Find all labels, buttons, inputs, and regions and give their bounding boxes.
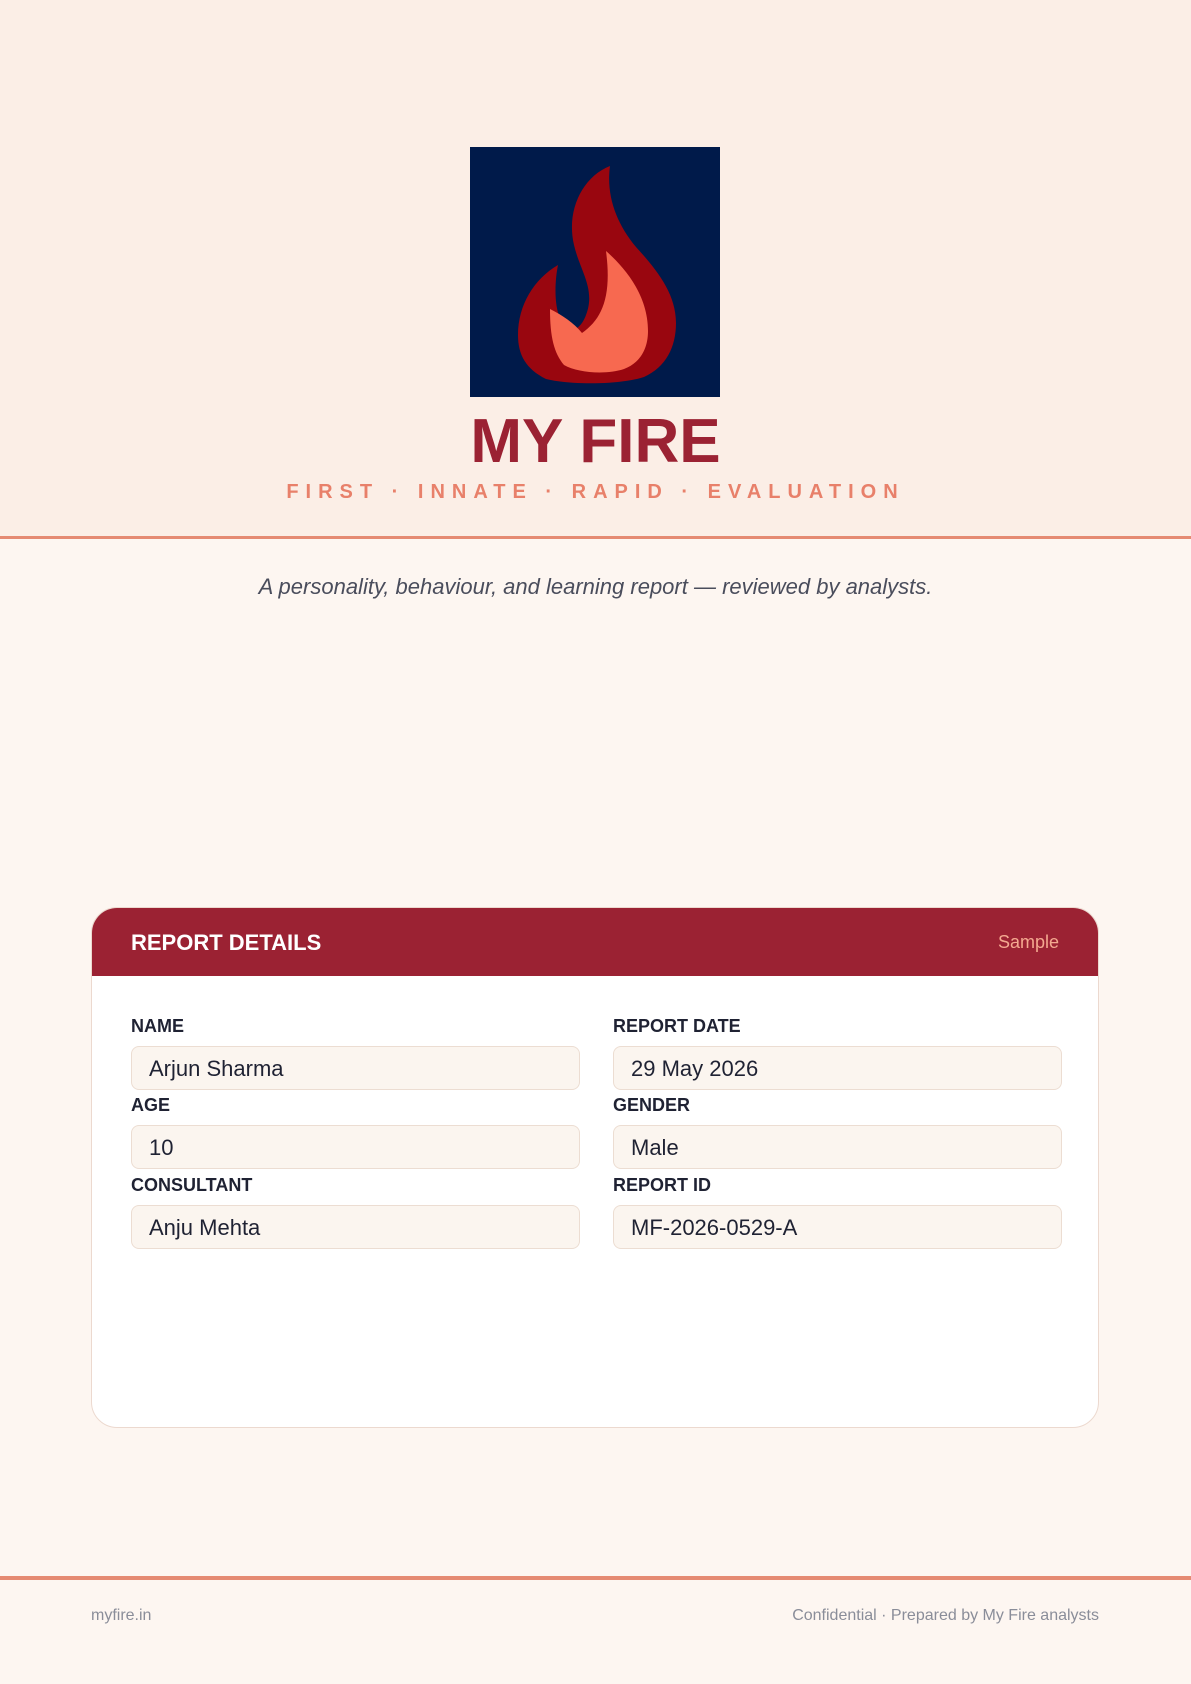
card-title: REPORT DETAILS — [131, 930, 322, 955]
gender-field — [613, 1093, 1062, 1169]
gender-value: Male — [613, 1125, 1062, 1169]
age-value: 10 — [131, 1125, 580, 1169]
report-details-card — [91, 907, 1099, 1428]
report-id-label: REPORT ID — [613, 1175, 712, 1195]
flame-icon — [470, 147, 720, 397]
footer-website: myfire.in — [91, 1607, 152, 1624]
logo — [470, 147, 720, 397]
brand-title: MY FIRE — [470, 407, 721, 476]
footer-confidential-note: Confidential · Prepared by My Fire analysts — [792, 1607, 1099, 1624]
report-date-value: 29 May 2026 — [613, 1046, 1062, 1090]
report-id-field — [613, 1173, 1062, 1249]
brand-tagline: FIRST · INNATE · RAPID · EVALUATION — [286, 481, 905, 503]
report-date-label: REPORT DATE — [613, 1016, 741, 1036]
name-label: NAME — [131, 1016, 184, 1036]
age-field — [131, 1093, 580, 1169]
report-date-field — [613, 1014, 1062, 1090]
footer-divider — [0, 1576, 1191, 1580]
name-field — [131, 1014, 580, 1090]
sample-badge: Sample — [997, 932, 1059, 952]
cover-header — [0, 0, 1191, 539]
consultant-value: Anju Mehta — [131, 1205, 580, 1249]
gender-label: GENDER — [613, 1095, 691, 1115]
name-value: Arjun Sharma — [131, 1046, 580, 1090]
consultant-label: CONSULTANT — [131, 1175, 253, 1195]
report-subtitle: A personality, behaviour, and learning report — reviewed by analysts. — [258, 574, 933, 599]
consultant-field — [131, 1173, 580, 1249]
age-label: AGE — [131, 1095, 171, 1115]
report-id-value: MF-2026-0529-A — [613, 1205, 1062, 1249]
card-header — [92, 908, 1098, 976]
